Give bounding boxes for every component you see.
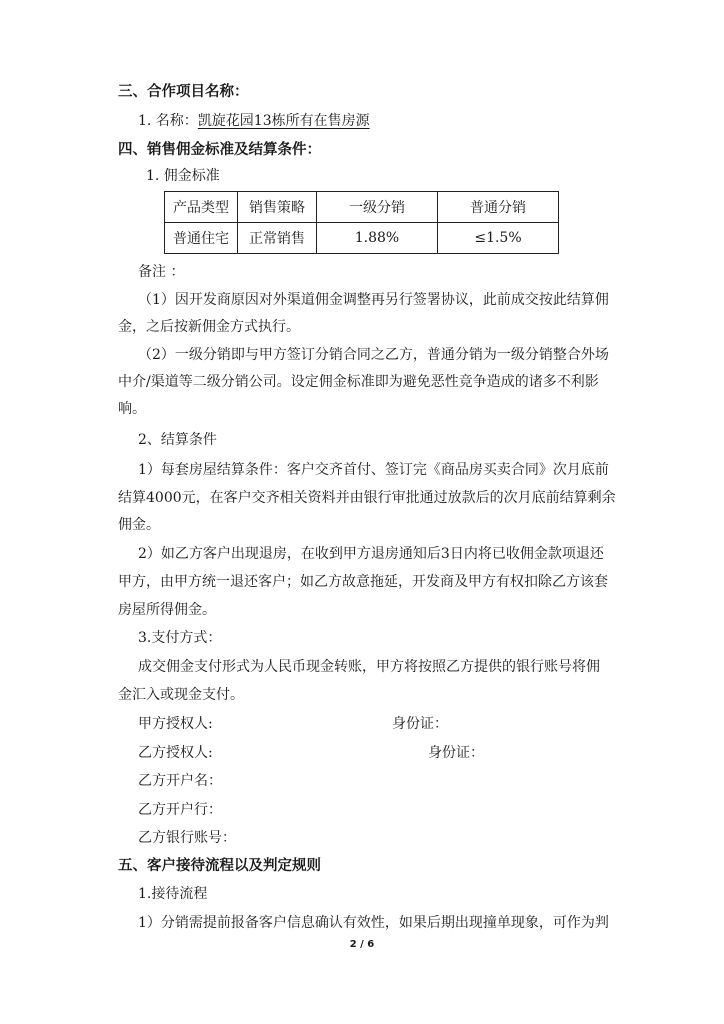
condition-1-line-3: 佣金。 (118, 517, 160, 533)
commission-standard-subheading: 1. 佣金标准 (146, 168, 220, 184)
condition-1-line-2: 结算4000元，在客户交齐相关资料并由银行审批通过放款后的次月底前结算剩余 (118, 490, 616, 506)
table-cell: ≤1.5% (438, 223, 559, 254)
page-number: 2 / 6 (349, 939, 375, 950)
table-row (165, 223, 559, 254)
section-3-heading: 三、合作项目名称： (118, 84, 249, 100)
table-header-row (165, 192, 559, 223)
section-5-heading: 五、客户接待流程以及判定规则 (118, 858, 321, 874)
project-name-prefix: 1. 名称： (138, 113, 198, 129)
condition-2-line-2: 甲方，由甲方统一退还客户；如乙方故意拖延，开发商及甲方有权扣除乙方该套 (118, 574, 608, 590)
section-4-heading: 四、销售佣金标准及结算条件： (118, 142, 321, 158)
reception-paragraph-line-1: 1）分销需提前报备客户信息确认有效性，如果后期出现撞单现象，可作为判 (138, 915, 609, 931)
note-2-line-1: （2）一级分销即与甲方签订分销合同之乙方，普通分销为一级分销整合外场 (138, 347, 609, 363)
payment-method-subheading: 3.支付方式： (138, 630, 222, 646)
note-2-line-3: 响。 (118, 401, 146, 417)
project-name-line (138, 111, 638, 131)
condition-1-line-1: 1）每套房屋结算条件：客户交齐首付、签订完《商品房买卖合同》次月底前 (138, 462, 609, 478)
table-cell: 普通住宅 (165, 223, 238, 254)
settlement-subheading: 2、结算条件 (138, 432, 217, 448)
party-b-account-name-label: 乙方开户名： (138, 773, 222, 789)
table-header-cell: 销售策略 (238, 192, 317, 223)
party-b-bank-label: 乙方开户行： (138, 802, 222, 818)
table-cell: 正常销售 (238, 223, 317, 254)
payment-line-2: 金汇入或现金支付。 (118, 687, 244, 703)
party-a-id-label: 身份证： (392, 716, 448, 732)
table-header-cell: 一级分销 (317, 192, 438, 223)
reception-flow-subheading: 1.接待流程 (138, 886, 208, 902)
table-header-cell: 产品类型 (165, 192, 238, 223)
commission-table (164, 191, 559, 254)
table-header-cell: 普通分销 (438, 192, 559, 223)
note-2-line-2: 中介/渠道等二级分销公司。设定佣金标准即为避免恶性竞争造成的诸多不利影 (118, 374, 599, 390)
note-1-line-1: （1）因开发商原因对外渠道佣金调整再另行签署协议，此前成交按此结算佣 (138, 292, 609, 308)
condition-2-line-3: 房屋所得佣金。 (118, 602, 216, 618)
party-b-account-number-label: 乙方银行账号： (138, 830, 236, 846)
party-b-authorized-label: 乙方授权人: (138, 745, 213, 761)
payment-line-1: 成交佣金支付形式为人民币现金转账，甲方将按照乙方提供的银行账号将佣 (138, 659, 600, 675)
notes-label: 备注 ： (138, 264, 185, 280)
table-cell: 1.88% (317, 223, 438, 254)
party-b-id-label: 身份证： (428, 745, 484, 761)
condition-2-line-1: 2）如乙方客户出现退房，在收到甲方退房通知后3日内将已收佣金款项退还 (138, 546, 604, 562)
note-1-line-2: 金，之后按新佣金方式执行。 (118, 319, 300, 335)
party-a-authorized-label: 甲方授权人: (138, 716, 213, 732)
project-name-value: 凯旋花园13栋所有在售房源 (197, 113, 370, 129)
